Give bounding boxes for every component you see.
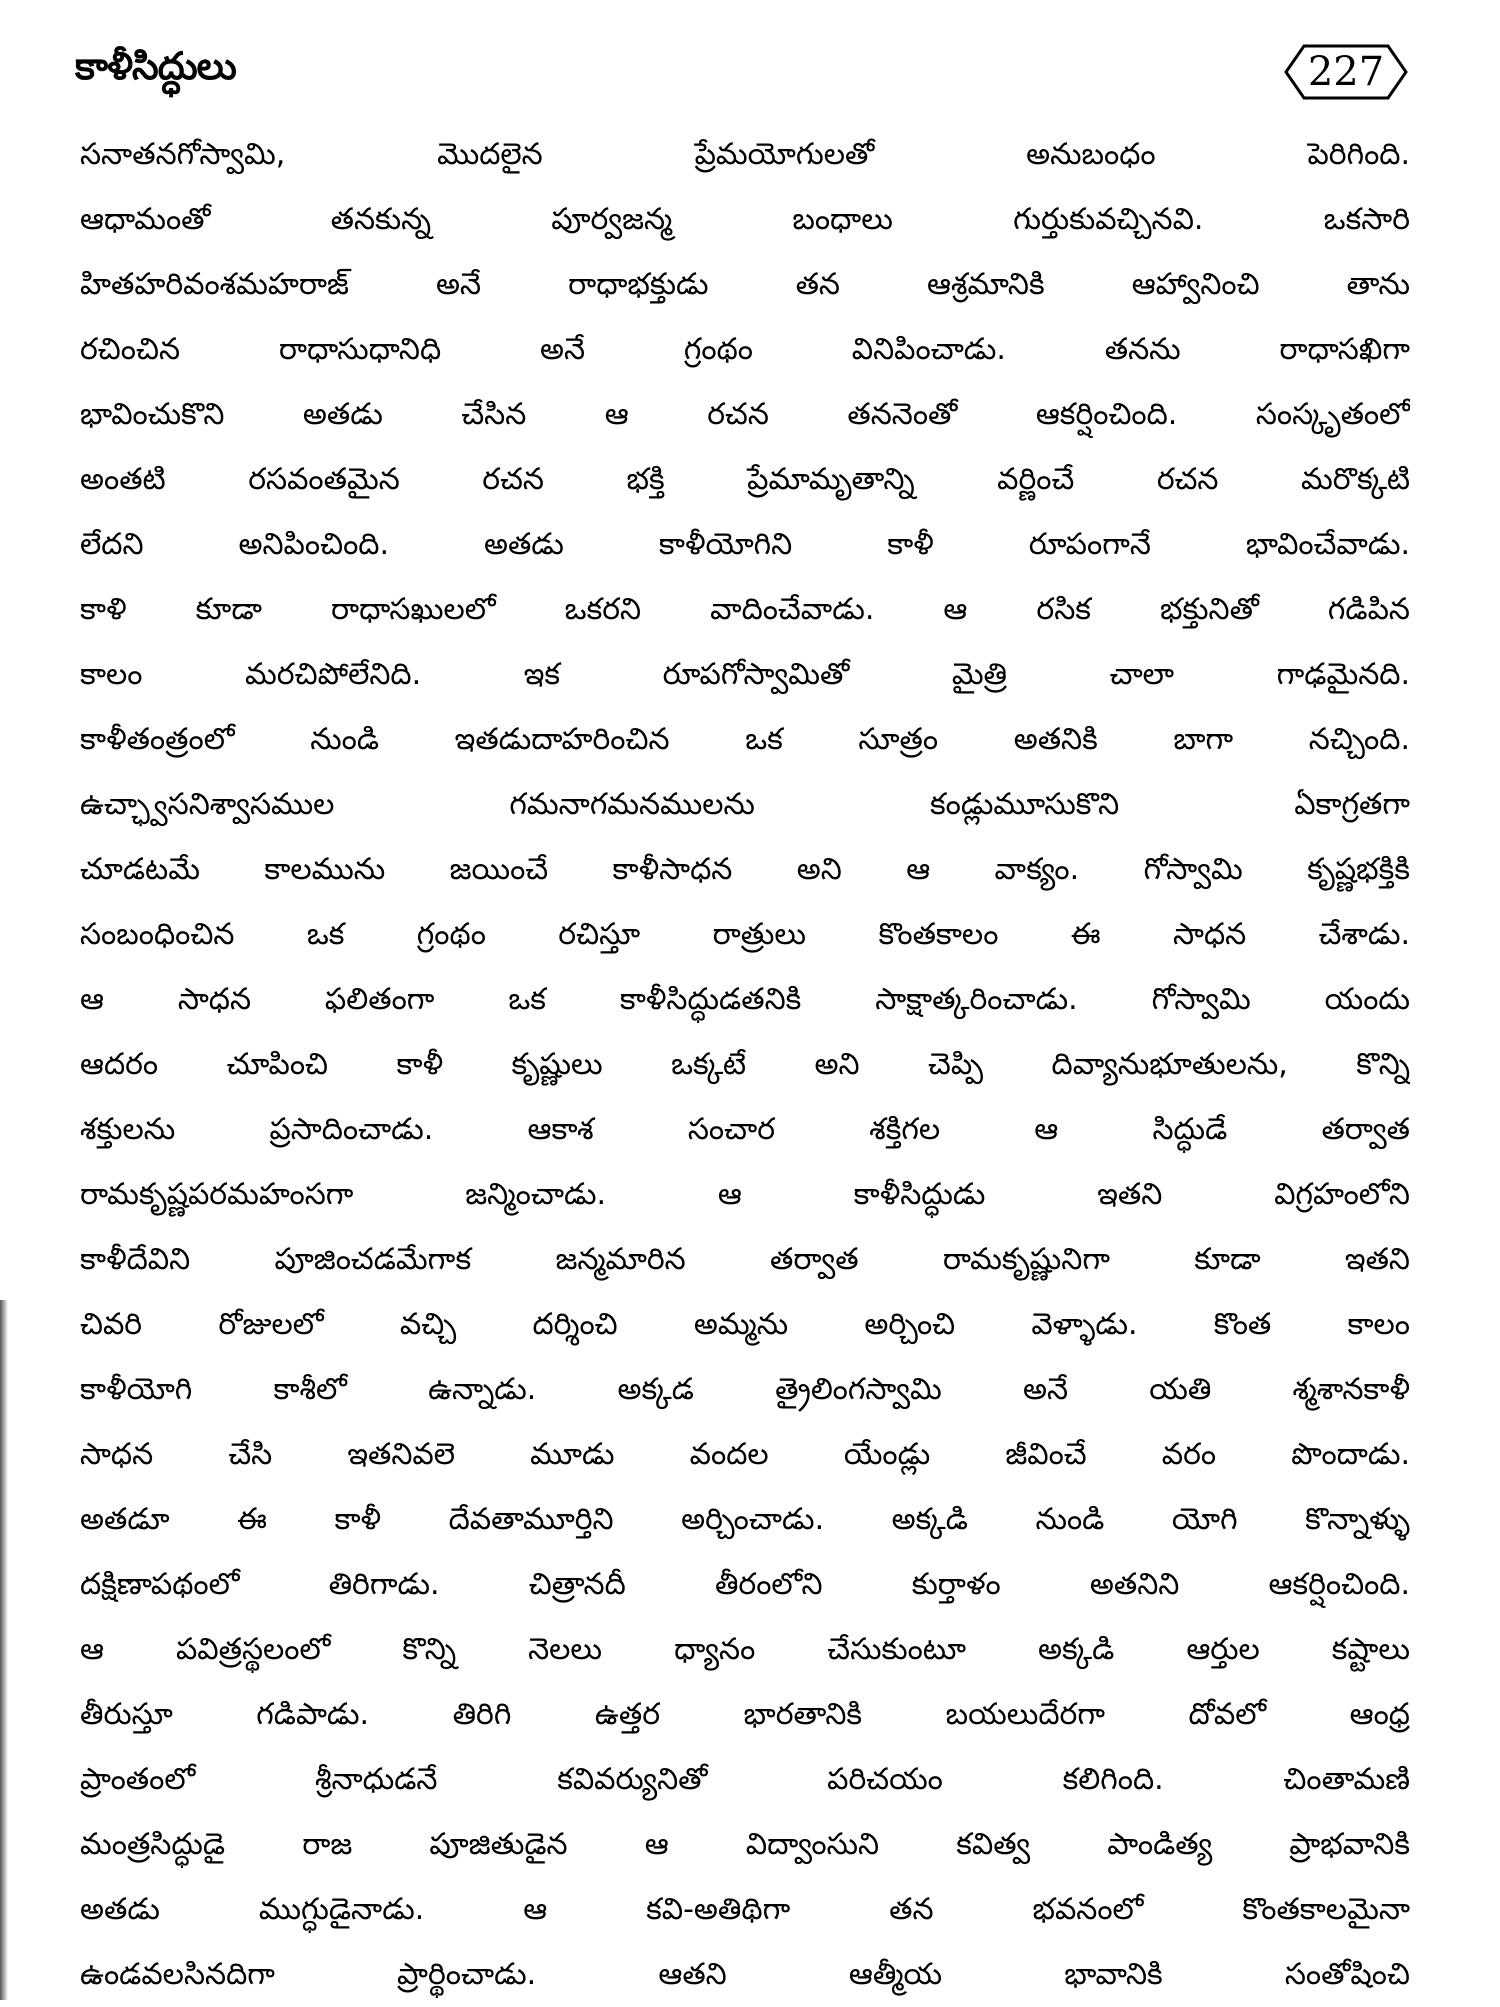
text-line: దక్షిణాపథంలో తిరిగాడు. చిత్రానదీ తీరంలోని కుర్తాళం అతనిని ఆకర్షించింది. [80,1567,1410,1602]
page-number: 227 [1307,49,1385,95]
text-line: అతడూ ఈ కాళీ దేవతామూర్తిని అర్చించాడు. అక్కడి నుండి యోగి కొన్నాళ్ళు [80,1502,1410,1537]
text-line: హితహరివంశమహరాజ్ అనే రాధాభక్తుడు తన ఆశ్రమానికి ఆహ్వానించి తాను [80,267,1410,302]
page-header [75,38,1410,108]
running-title: కాళీసిద్ధులు [75,44,236,88]
text-line: కాళీతంత్రంలో నుండి ఇతడుదాహరించిన ఒక సూత్రం అతనికి బాగా నచ్చింది. [80,722,1410,757]
text-line: ప్రాంతంలో శ్రీనాధుడనే కవివర్యునితో పరిచయం కలిగింది. చింతామణి [80,1762,1410,1797]
text-line: అతడు ముగ్ధుడైనాడు. ఆ కవి-అతిథిగా తన భవనంలో కొంతకాలమైనా [80,1892,1410,1927]
text-line: కాళి కూడా రాధాసఖులలో ఒకరని వాదించేవాడు. ఆ రసిక భక్తునితో గడిపిన [80,592,1410,627]
text-line: కాలం మరచిపోలేనిది. ఇక రూపగోస్వామితో మైత్రి చాలా గాఢమైనది. [80,657,1410,692]
text-line: ఆ పవిత్రస్థలంలో కొన్ని నెలలు ధ్యానం చేసుకుంటూ అక్కడి ఆర్తుల కష్టాలు [80,1632,1410,1667]
text-line: చూడటమే కాలమును జయించే కాళీసాధన అని ఆ వాక్యం. గోస్వామి కృష్ణభక్తికి [80,852,1410,887]
body-text [80,122,1410,2007]
text-line: చివరి రోజులలో వచ్చి దర్శించి అమ్మను అర్చించి వెళ్ళాడు. కొంత కాలం [80,1307,1410,1342]
text-line: ఆదరం చూపించి కాళీ కృష్ణులు ఒక్కటే అని చెప్పి దివ్యానుభూతులను, కొన్ని [80,1047,1410,1082]
text-line: తీరుస్తూ గడిపాడు. తిరిగి ఉత్తర భారతానికి బయలుదేరగా దోవలో ఆంధ్ర [80,1697,1410,1732]
text-line: మంత్రసిద్ధుడై రాజ పూజితుడైన ఆ విద్వాంసుని కవిత్వ పాండిత్య ప్రాభవానికి [80,1827,1410,1862]
text-line: శక్తులను ప్రసాదించాడు. ఆకాశ సంచార శక్తిగల ఆ సిద్ధుడే తర్వాత [80,1112,1410,1147]
text-line: లేదని అనిపించింది. అతడు కాళీయోగిని కాళీ రూపంగానే భావించేవాడు. [80,527,1410,562]
text-line: ఉచ్ఛ్వాసనిశ్వాసముల గమనాగమనములను కండ్లుమూసుకొని ఏకాగ్రతగా [80,787,1410,822]
text-line: అంతటి రసవంతమైన రచన భక్తి ప్రేమామృతాన్ని వర్ణించే రచన మరొక్కటి [80,462,1410,497]
text-line: ఆధామంతో తనకున్న పూర్వజన్మ బంధాలు గుర్తుకువచ్చినవి. ఒకసారి [80,202,1410,237]
text-line: రచించిన రాధాసుధానిధి అనే గ్రంథం వినిపించాడు. తనను రాధాసఖిగా [80,332,1410,367]
text-line: సాధన చేసి ఇతనివలె మూడు వందల యేండ్లు జీవించే వరం పొందాడు. [80,1437,1410,1472]
page-number-badge [1282,42,1410,102]
text-line: రామకృష్ణపరమహంసగా జన్మించాడు. ఆ కాళీసిద్ధుడు ఇతని విగ్రహంలోని [80,1177,1410,1212]
text-line: కాళీదేవిని పూజించడమేగాక జన్మమారిన తర్వాత రామకృష్ణునిగా కూడా ఇతని [80,1242,1410,1277]
binding-shadow [0,1300,8,2000]
text-line: ఆ సాధన ఫలితంగా ఒక కాళీసిద్ధుడతనికి సాక్షాత్కరించాడు. గోస్వామి యందు [80,982,1410,1017]
text-line: ఉండవలసినదిగా ప్రార్థించాడు. ఆతని ఆత్మీయ భావానికి సంతోషించి [80,1957,1410,1992]
text-line: కాళీయోగి కాశీలో ఉన్నాడు. అక్కడ త్రైలింగస్వామి అనే యతి శ్మశానకాళీ [80,1372,1410,1407]
text-line: భావించుకొని అతడు చేసిన ఆ రచన తననెంతో ఆకర్షించింది. సంస్కృతంలో [80,397,1410,432]
text-line: సనాతనగోస్వామి, మొదలైన ప్రేమయోగులతో అనుబంధం పెరిగింది. [80,137,1410,172]
text-line: సంబంధించిన ఒక గ్రంథం రచిస్తూ రాత్రులు కొంతకాలం ఈ సాధన చేశాడు. [80,917,1410,952]
